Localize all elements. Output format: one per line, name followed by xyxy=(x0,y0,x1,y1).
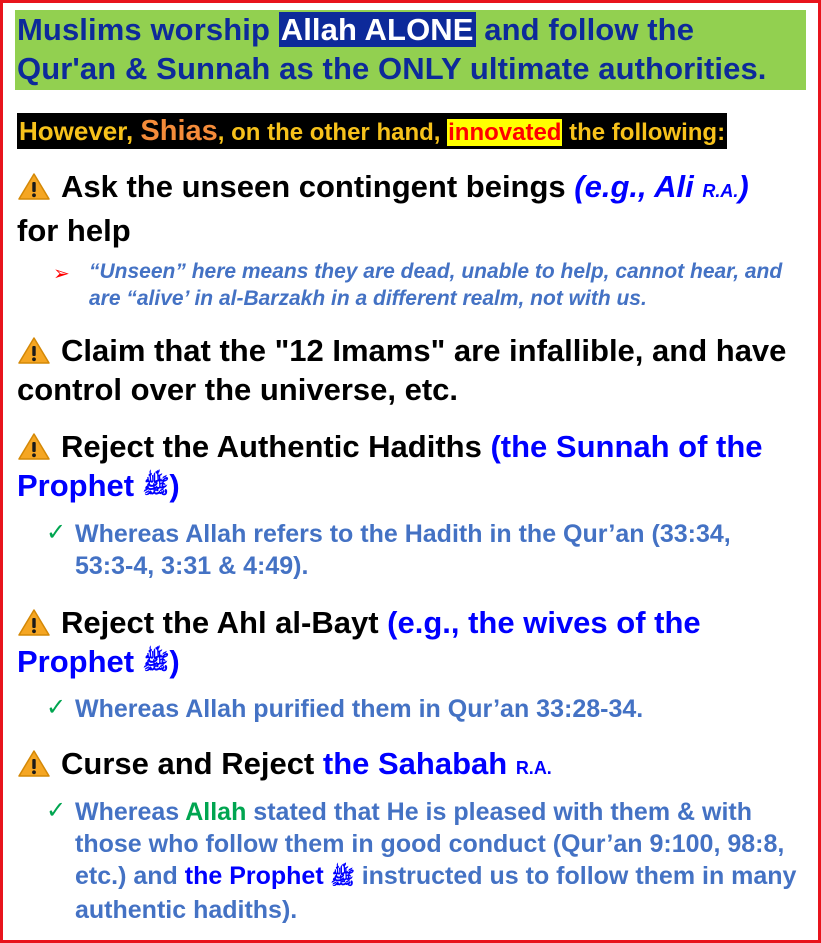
header-highlight: Allah ALONE xyxy=(280,12,474,47)
point-1-text: Ask the unseen contingent beings xyxy=(61,169,575,204)
point-1-tail: for help xyxy=(17,213,131,248)
point-5-text: Curse and Reject xyxy=(61,746,323,781)
subhead-innovated: innovated xyxy=(448,119,562,146)
point-curse-sahabah xyxy=(17,744,807,788)
point-5-note-saw: ﷺ xyxy=(330,867,355,889)
point-4-blue: (e.g., the wives of the Prophet xyxy=(17,605,701,679)
point-4-text: Reject the Ahl al-Bayt xyxy=(61,605,388,640)
subhead-however: However, xyxy=(19,116,141,146)
point-3-saw: ﷺ xyxy=(142,473,170,498)
point-5-note-b: stated that He is pleased with them & with those who follow them in good conduct (Qur’an 9:100, 98:8, etc.) and xyxy=(75,798,785,890)
point-5-note xyxy=(75,796,800,926)
subhead-end: the following: xyxy=(562,119,726,146)
point-ask-unseen xyxy=(17,167,807,250)
subhead-mid: , on the other hand, xyxy=(217,119,448,146)
point-4-note: Whereas Allah purified them in Qur’an 33:28-34. xyxy=(75,695,644,723)
point-3-close: ) xyxy=(169,468,180,503)
subheading xyxy=(17,113,727,149)
point-1-note: “Unseen” here means they are dead, unable to help, cannot hear, and are “alive’ in al-Barzakh in a different realm, not with us. xyxy=(89,260,783,310)
point-reject-hadiths xyxy=(17,427,807,505)
check-icon: ✓ xyxy=(46,519,67,546)
point-4-saw: ﷺ xyxy=(142,649,170,674)
warning-icon xyxy=(17,608,51,636)
point-1-ra: R.A. xyxy=(702,181,739,201)
check-icon: ✓ xyxy=(46,694,67,721)
point-5-note-a: Whereas xyxy=(75,798,186,826)
point-4-close: ) xyxy=(169,644,180,679)
warning-icon xyxy=(17,336,51,364)
point-12-imams xyxy=(17,331,807,409)
point-reject-ahl-al-bayt xyxy=(17,603,807,681)
point-2-text: Claim that the "12 Imams" are infallible, and have control over the universe, etc. xyxy=(17,333,787,407)
warning-icon xyxy=(17,749,51,777)
point-1-close: ) xyxy=(738,169,749,204)
warning-icon xyxy=(17,172,51,200)
header-text-line2: Qur'an & Sunnah as the ONLY ultimate authorities. xyxy=(17,51,767,86)
header-text-part2: and follow the xyxy=(475,12,695,47)
check-icon: ✓ xyxy=(46,797,67,824)
point-3-blue: (the Sunnah of the Prophet xyxy=(17,429,763,503)
point-1-example: (e.g., Ali xyxy=(574,169,703,204)
point-3-note: Whereas Allah refers to the Hadith in the Qur’an (33:34, 53:3-4, 3:31 & 4:49). xyxy=(75,520,731,580)
point-5-ra: R.A. xyxy=(515,758,552,778)
arrow-bullet-icon: ➢ xyxy=(53,263,70,285)
point-5-note-allah: Allah xyxy=(185,798,247,826)
point-5-blue: the Sahabah xyxy=(322,746,516,781)
point-5-note-prophet: the Prophet xyxy=(184,862,331,890)
point-3-text: Reject the Authentic Hadiths xyxy=(61,429,491,464)
warning-icon xyxy=(17,432,51,460)
subhead-shias: Shias xyxy=(140,115,218,147)
point-5-note-c: instructed us to follow them in many authentic hadiths). xyxy=(75,862,797,924)
header-text-part1: Muslims worship xyxy=(17,12,279,47)
header-banner xyxy=(15,10,806,90)
